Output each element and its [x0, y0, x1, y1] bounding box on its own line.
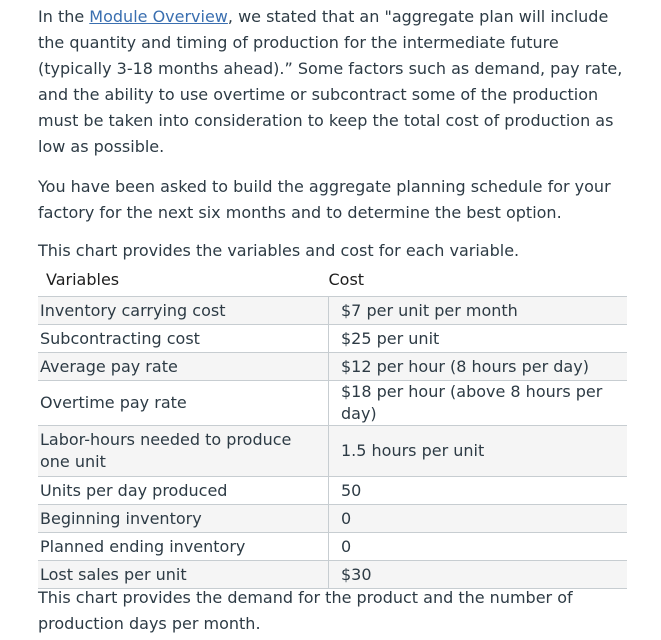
- table-row: [38, 426, 627, 477]
- variable-cell: Planned ending inventory: [38, 533, 329, 561]
- cost-header: [329, 262, 628, 297]
- task-paragraph: You have been asked to build the aggregate planning schedule for your factory for the next six months and to determine the best option.: [38, 177, 611, 222]
- table-row: [38, 353, 627, 381]
- table-row: [38, 477, 627, 505]
- variable-cell: Subcontracting cost: [38, 325, 329, 353]
- cost-cell: $18 per hour (above 8 hours per day): [329, 381, 628, 426]
- demand-intro-paragraph: This chart provides the demand for the product and the number of production days per month.: [38, 588, 573, 633]
- table-row: [38, 505, 627, 533]
- chart-intro-paragraph: This chart provides the variables and cost for each variable.: [38, 241, 520, 260]
- intro-paragraph: [38, 4, 628, 160]
- table-row: [38, 297, 627, 325]
- cost-cell: $7 per unit per month: [329, 297, 628, 325]
- variables-header: Variables: [38, 262, 329, 297]
- main-content: [38, 4, 628, 264]
- variables-cost-table: [38, 262, 627, 589]
- intro-text-start: In the: [38, 7, 90, 26]
- variable-cell: Lost sales per unit: [38, 561, 329, 589]
- cost-header-label: Cost: [328, 269, 365, 289]
- variable-cell: Inventory carrying cost: [38, 297, 329, 325]
- cost-cell: 0: [329, 533, 628, 561]
- variable-cell: Units per day produced: [38, 477, 329, 505]
- variable-cell: Overtime pay rate: [38, 381, 329, 426]
- cost-cell: 0: [329, 505, 628, 533]
- table-row: [38, 325, 627, 353]
- variable-cell: Average pay rate: [38, 353, 329, 381]
- variable-cell: Labor-hours needed to produce one unit: [38, 426, 329, 477]
- cost-cell: $25 per unit: [329, 325, 628, 353]
- cost-cell: 50: [329, 477, 628, 505]
- table-row: [38, 381, 627, 426]
- cost-cell: $12 per hour (8 hours per day): [329, 353, 628, 381]
- table-row: [38, 533, 627, 561]
- variable-cell: Beginning inventory: [38, 505, 329, 533]
- cost-cell: $30: [329, 561, 628, 589]
- table-header-row: [38, 262, 627, 297]
- cost-cell: 1.5 hours per unit: [329, 426, 628, 477]
- intro-text-rest: , we stated that an "aggregate plan will include the quantity and timing of production for the intermediate future (typically 3-18 months ahead).” Some factors such as demand, pay rate, and the ability to use overtime or subcontract some of the production must be taken into consideration to keep the total cost of production as low as possible.: [38, 7, 623, 156]
- module-overview-link[interactable]: Module Overview: [89, 7, 228, 26]
